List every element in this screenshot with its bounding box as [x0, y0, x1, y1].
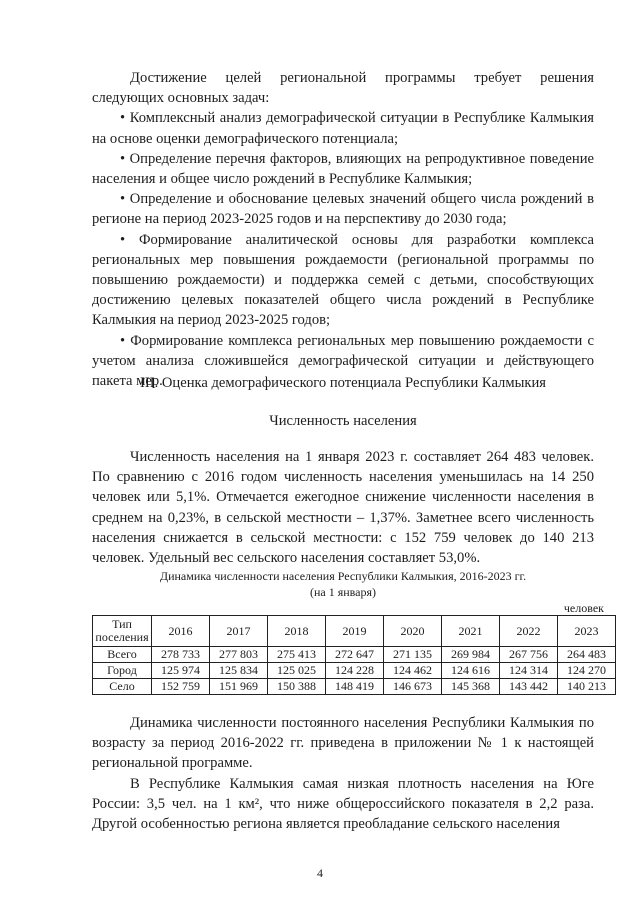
table-cell: 278 733 [152, 647, 210, 663]
table-cell: 269 984 [442, 647, 500, 663]
corner-header-cell: Тип поселения [93, 616, 152, 647]
year-header-cell: 2019 [326, 616, 384, 647]
table-cell: 151 969 [210, 679, 268, 695]
year-header-cell: 2018 [268, 616, 326, 647]
table-row [93, 647, 616, 663]
section-heading: III. Оценка демографического потенциала Республики Калмыкия [140, 375, 546, 391]
row-label-cell: Село [93, 679, 152, 695]
page-number: 4 [317, 866, 323, 880]
task-item: • Комплексный анализ демографической ситуации в Республике Калмыкия на основе оценки демографического потенциала; [92, 110, 594, 147]
subsection-heading: Численность населения [269, 413, 417, 429]
table-cell: 145 368 [442, 679, 500, 695]
year-header-cell: 2020 [384, 616, 442, 647]
table-cell: 271 135 [384, 647, 442, 663]
table-row [93, 679, 616, 695]
table-cell: 125 025 [268, 663, 326, 679]
table-cell: 277 803 [210, 647, 268, 663]
year-header-cell: 2022 [500, 616, 558, 647]
closing-section [92, 713, 594, 834]
table-cell: 140 213 [558, 679, 616, 695]
table-unit-label: человек [563, 601, 604, 615]
table-cell: 275 413 [268, 647, 326, 663]
tasks-section [92, 68, 594, 391]
year-header-cell: 2021 [442, 616, 500, 647]
table-cell: 264 483 [558, 647, 616, 663]
year-header-cell: 2017 [210, 616, 268, 647]
table-caption [92, 568, 594, 600]
task-item: • Формирование комплекса региональных мер повышению рождаемости с учетом анализа сложившейся демографической ситуации и действующего пакета мер. [92, 332, 594, 390]
task-item: • Определение и обоснование целевых значений общего числа рождений в регионе на период 2023-2025 годов и на перспективу до 2030 года; [92, 191, 594, 228]
tasks-lead-paragraph: Достижение целей региональной программы требует решения следующих основных задач: [92, 70, 594, 107]
population-section [92, 447, 594, 568]
table-row [93, 663, 616, 679]
task-item: • Формирование аналитической основы для разработки комплекса региональных мер повышения рождаемости (региональной программы по повышению рождаемости) и поддержка семей с детьми, способствующих достижению целевых показателей общего числа рождений в Республике Калмыкия на период 2023-2025 годов; [92, 231, 594, 329]
row-label-cell: Всего [93, 647, 152, 663]
table-cell: 125 974 [152, 663, 210, 679]
table-cell: 124 462 [384, 663, 442, 679]
population-paragraph: Численность населения на 1 января 2023 г. составляет 264 483 человек. По сравнению с 2016 годом численность населения уменьшилась на 14 250 человек или 5,1%. Отмечается ежегодное снижение численности населения в среднем на 0,23%, в сельской местности – 1,37%. Заметнее всего численность населения снижается в сельской местности: с 152 759 человек до 140 213 человек. Удельный вес сельского населения составляет 53,0%. [92, 449, 594, 567]
table-cell: 125 834 [210, 663, 268, 679]
table-cell: 267 756 [500, 647, 558, 663]
population-table [92, 615, 616, 695]
year-header-cell: 2023 [558, 616, 616, 647]
table-cell: 124 314 [500, 663, 558, 679]
table-cell: 146 673 [384, 679, 442, 695]
table-caption-title: Динамика численности населения Республики Калмыкия, 2016-2023 гг. [159, 569, 527, 583]
table-cell: 152 759 [152, 679, 210, 695]
table-cell: 272 647 [326, 647, 384, 663]
table-cell: 124 270 [558, 663, 616, 679]
table-header-row [93, 616, 616, 647]
density-paragraph: В Республике Калмыкия самая низкая плотность населения на Юге России: 3,5 чел. на 1 км², что ниже общероссийского показателя в 2,2 раза. Другой особенностью региона является преобладание сельского населения [92, 775, 594, 833]
year-header-cell: 2016 [152, 616, 210, 647]
table-cell: 148 419 [326, 679, 384, 695]
task-item: • Определение перечня факторов, влияющих на репродуктивное поведение населения и общее число рождений в Республике Калмыкия; [92, 150, 594, 188]
table-caption-subtitle: (на 1 января) [309, 585, 377, 599]
table-cell: 124 616 [442, 663, 500, 679]
age-dynamics-paragraph: Динамика численности постоянного населения Республики Калмыкия по возрасту за период 2016-2022 гг. приведена в приложении № 1 к настоящей региональной программе. [92, 715, 594, 772]
table-cell: 150 388 [268, 679, 326, 695]
row-label-cell: Город [93, 663, 152, 679]
table-cell: 143 442 [500, 679, 558, 695]
table-cell: 124 228 [326, 663, 384, 679]
